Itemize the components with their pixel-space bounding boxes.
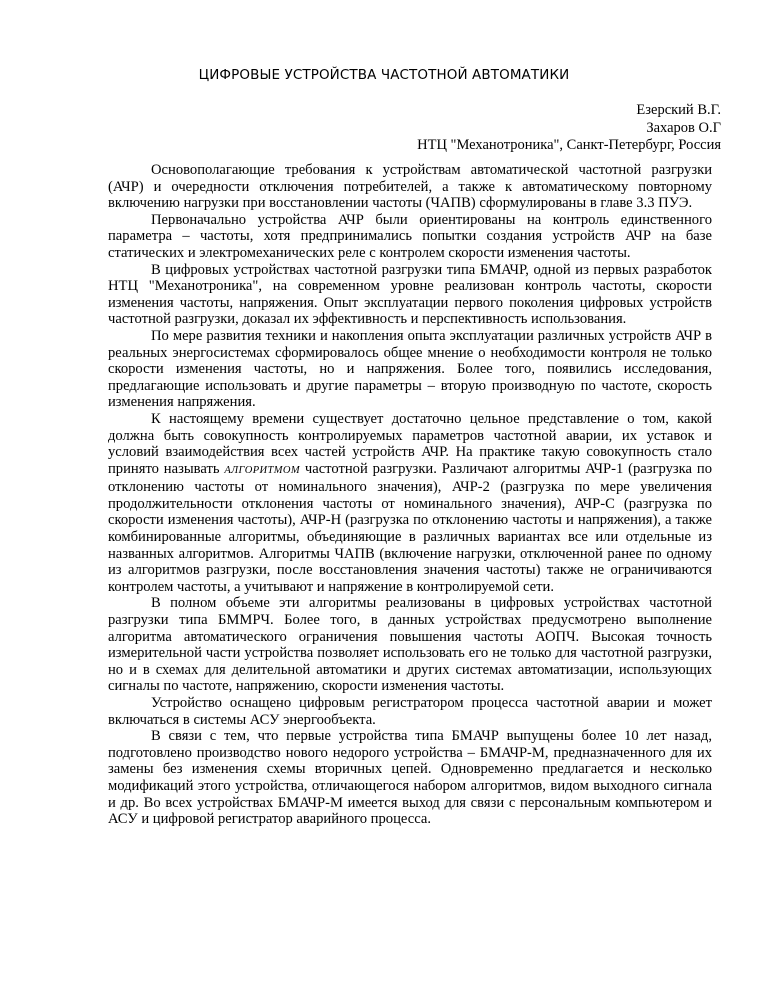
document-body <box>108 162 712 828</box>
author-name: Захаров О.Г <box>646 119 721 136</box>
author-name: Езерский В.Г. <box>636 102 721 118</box>
body-paragraph: В полном объеме эти алгоритмы реализованы в цифровых устройствах частотной разгрузки типа БММРЧ. Более того, в данных устройствах предусмотрено выполнение алгоритма автоматического ограничения повышения частоты АОПЧ. Высокая точность измерительной части устройства позволяет использовать его не только для частотной разгрузки, но и в схемах для делительной автоматики и других системах автоматизации, использующих сигналы по частоте, напряжению, скорости изменения частоты. <box>108 595 712 695</box>
body-paragraph: В связи с тем, что первые устройства типа БМАЧР выпущены более 10 лет назад, подготовлено производство нового недорого устройства – БМАЧР-М, предназначенного для их замены без изменения схемы вторичных цепей. Одновременно предлагается и несколько модификаций этого устройства, отличающегося набором алгоритмов, видом выходного сигнала и др. Во всех устройствах БМАЧР-М имеется выход для связи с персональным компьютером и АСУ и цифровой регистратор аварийного процесса. <box>108 728 712 828</box>
paragraph-text: частотной разгрузки. Различают алгоритмы АЧР-1 (разгрузка по отклонению частоты от номинального значения), АЧР-2 (разгрузка по мере увеличения продолжительности отклонения частоты от номинального значения), АЧР-С (разгрузка по скорости изменения частоты), АЧР-Н (разгрузка по отклонению частоты и напряжения), а также комбинированные алгоритмы, объединяющие в различных вариантах все или отдельные из названных алгоритмов. Алгоритмы ЧАПВ (включение нагрузки, отключенной ранее по одному из алгоритмов разгрузки, после восстановления значения частоты) также не ограничиваются контролем частоты, а учитывают и напряжение в контролируемой сети. <box>108 460 712 595</box>
body-paragraph: Основополагающие требования к устройствам автоматической частотной разгрузки (АЧР) и очередности отключения потребителей, а также к автоматическому повторному включению нагрузки при восстановлении частоты (ЧАПВ) сформулированы в главе 3.3 ПУЭ. <box>108 162 712 212</box>
document-title: ЦИФРОВЫЕ УСТРОЙСТВА ЧАСТОТНОЙ АВТОМАТИКИ <box>198 67 570 83</box>
body-paragraph: По мере развития техники и накопления опыта эксплуатации различных устройств АЧР в реальных энергосистемах сформировалось общее мнение о необходимости контроля не только скорости изменения частоты, но и напряжения. Более того, появились исследования, предлагающие использовать и другие параметры – вторую производную по частоте, скорость изменения напряжения. <box>108 327 712 411</box>
body-paragraph: В цифровых устройствах частотной разгрузки типа БМАЧР, одной из первых разработок НТЦ "Механотроника", на современном уровне реализован контроль частоты, скорости изменения частоты, напряжения. Опыт эксплуатации первого поколения цифровых устройств частотной разгрузки, доказал их эффективность и перспективность использования. <box>108 261 712 328</box>
paragraph-text: К настоящему времени существует достаточно цельное представление о том, какой должна быть совокупность контролируемых параметров частотной аварии, их уставок и условий взаимодействия всех частей устройств АЧР. На практике такую совокупность стало принято называть <box>108 410 712 477</box>
body-paragraph: Устройство оснащено цифровым регистратором процесса частотной аварии и может включаться в системы АСУ энергообъекта. <box>108 695 712 728</box>
emphasized-term: АЛГОРИТМОМ <box>224 464 301 476</box>
body-paragraph: Первоначально устройства АЧР были ориентированы на контроль единственного параметра – частоты, хотя предпринимались попытки создания устройств АЧР на базе статических и электромеханических реле с контролем скорости изменения частоты. <box>108 211 712 261</box>
author-block <box>417 102 721 155</box>
body-paragraph <box>108 411 712 596</box>
author-affiliation: НТЦ "Механотроника", Санкт-Петербург, Россия <box>417 137 721 153</box>
